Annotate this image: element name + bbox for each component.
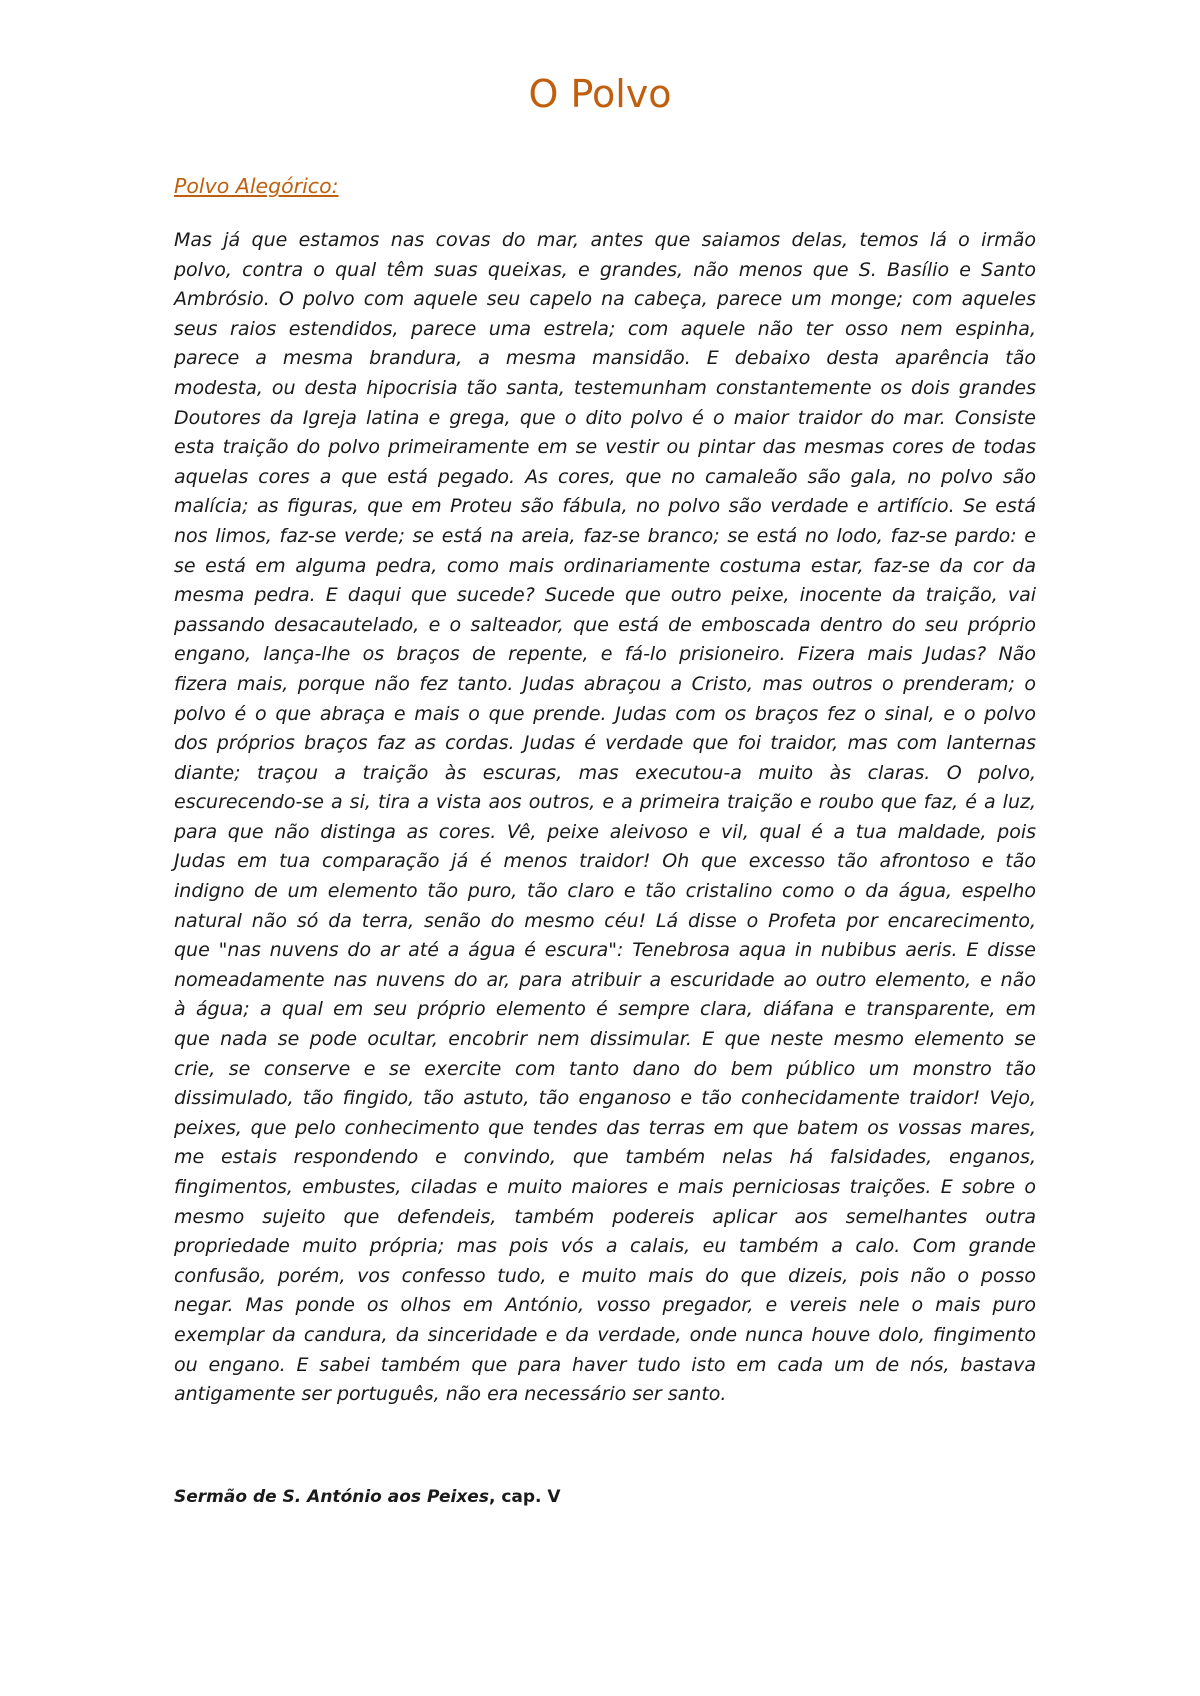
- body-line: antigamente ser português, não era necessário ser santo.: [174, 1383, 727, 1406]
- body-line: indigno de um elemento tão puro, tão claro e tão cristalino como o da água, espelho: [174, 880, 1036, 903]
- body-line: nomeadamente nas nuvens do ar, para atribuir a escuridade ao outro elemento, e não: [174, 968, 1036, 991]
- section-subtitle: Polvo Alegórico:: [174, 174, 339, 198]
- body-line: que nada se pode ocultar, encobrir nem dissimular. E que neste mesmo elemento se: [174, 1028, 1036, 1051]
- body-line: peixes, que pelo conhecimento que tendes das terras em que batem os vossas mares,: [174, 1116, 1036, 1139]
- body-line: à água; a qual em seu próprio elemento é sempre clara, diáfana e transparente, em: [174, 998, 1036, 1021]
- body-line: parece a mesma brandura, a mesma mansidão. E debaixo desta aparência tão: [174, 347, 1036, 370]
- body-line: fingimentos, embustes, ciladas e muito maiores e mais perniciosas traições. E sobre o: [174, 1176, 1036, 1198]
- body-line: passando desacautelado, e o salteador, que está de emboscada dentro do seu próprio: [174, 613, 1036, 636]
- body-line: se está em alguma pedra, como mais ordinariamente costuma estar, faz-se da cor da: [174, 554, 1036, 577]
- source-chapter: , cap. V: [488, 1487, 561, 1507]
- body-line: Doutores da Igreja latina e grega, que o dito polvo é o maior traidor do mar. Consiste: [174, 406, 1036, 429]
- body-line: seus raios estendidos, parece uma estrela; com aquele não ter osso nem espinha,: [174, 317, 1036, 340]
- source-work-title: Sermão de S. António aos Peixes: [174, 1487, 489, 1507]
- body-line: Ambrósio. O polvo com aquele seu capelo na cabeça, parece um monge; com aqueles: [174, 288, 1036, 311]
- body-line: para que não distinga as cores. Vê, peixe aleivoso e vil, qual é a tua maldade, pois: [174, 820, 1036, 843]
- body-line: dos próprios braços faz as cordas. Judas é verdade que foi traidor, mas com lanternas: [174, 732, 1036, 755]
- body-line: negar. Mas ponde os olhos em António, vosso pregador, e vereis nele o mais puro: [174, 1294, 1036, 1317]
- body-line: nos limos, faz-se verde; se está na areia, faz-se branco; se está no lodo, faz-se pardo: e: [174, 524, 1036, 547]
- body-line: engano, lança-lhe os braços de repente, e fá-lo prisioneiro. Fizera mais Judas? Não: [174, 643, 1036, 666]
- body-line: crie, se conserve e se exercite com tanto dano do bem público um monstro tão: [174, 1057, 1036, 1080]
- body-line: confusão, porém, vos confesso tudo, e muito mais do que dizeis, pois não o posso: [174, 1264, 1036, 1287]
- body-line: aquelas cores a que está pegado. As cores, que no camaleão são gala, no polvo são: [174, 465, 1036, 488]
- body-line: mesma pedra. E daqui que sucede? Sucede que outro peixe, inocente da traição, vai: [174, 584, 1036, 607]
- body-line: propriedade muito própria; mas pois vós a calais, eu também a calo. Com grande: [174, 1235, 1036, 1258]
- body-line: dissimulado, tão fingido, tão astuto, tão enganoso e tão conhecidamente traidor! Vejo,: [174, 1087, 1036, 1110]
- body-line: escurecendo-se a si, tira a vista aos outros, e a primeira traição e roubo que faz, é a luz,: [174, 791, 1036, 814]
- body-paragraph: [174, 226, 1036, 1410]
- body-line: esta traição do polvo primeiramente em se vestir ou pintar das mesmas cores de todas: [174, 436, 1036, 459]
- body-line: malícia; as figuras, que em Proteu são fábula, no polvo são verdade e artifício. Se está: [174, 495, 1036, 518]
- body-line: polvo é o que abraça e mais o que prende. Judas com os braços fez o sinal, e o polvo: [174, 702, 1036, 725]
- body-line: me estais respondendo e convindo, que também nelas há falsidades, enganos,: [174, 1146, 1036, 1169]
- body-line: ou engano. E sabei também que para haver tudo isto em cada um de nós, bastava: [174, 1353, 1036, 1376]
- body-line: exemplar da candura, da sinceridade e da verdade, onde nunca houve dolo, fingimento: [174, 1323, 1036, 1346]
- body-line: natural não só da terra, senão do mesmo céu! Lá disse o Profeta por encarecimento,: [174, 909, 1036, 932]
- body-line: Mas já que estamos nas covas do mar, antes que saiamos delas, temos lá o irmão: [174, 229, 1036, 251]
- body-line: fizera mais, porque não fez tanto. Judas abraçou a Cristo, mas outros o prenderam; o: [174, 672, 1036, 695]
- source-citation: [174, 1487, 561, 1507]
- body-line: Judas em tua comparação já é menos traidor! Oh que excesso tão afrontoso e tão: [174, 850, 1036, 873]
- body-line: polvo, contra o qual têm suas queixas, e grandes, não menos que S. Basílio e Santo: [174, 258, 1036, 281]
- body-line: diante; traçou a traição às escuras, mas executou-a muito às claras. O polvo,: [174, 761, 1036, 784]
- body-line: mesmo sujeito que defendeis, também podereis aplicar aos semelhantes outra: [174, 1205, 1036, 1228]
- document-title: O Polvo: [528, 72, 672, 116]
- body-line: que "nas nuvens do ar até a água é escura": Tenebrosa aqua in nubibus aeris. E disse: [174, 939, 1036, 962]
- body-line: modesta, ou desta hipocrisia tão santa, testemunham constantemente os dois grandes: [174, 376, 1036, 399]
